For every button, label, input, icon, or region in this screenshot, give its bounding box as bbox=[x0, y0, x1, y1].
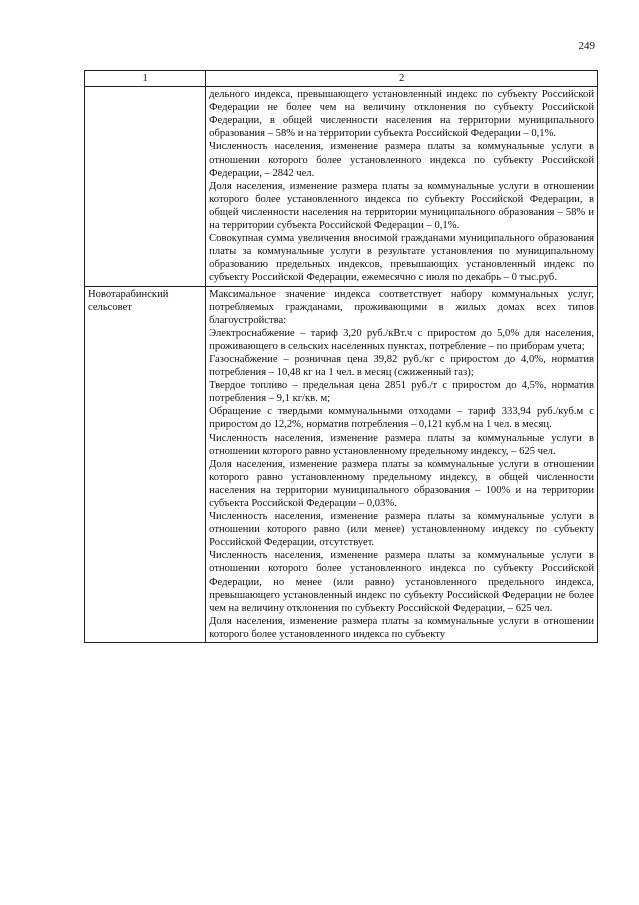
paragraph: Совокупная сумма увеличения вносимой гражданами муниципального образования платы за коммунальные услуги в результате установления по муниципальному образованию предельных индексов, превышающих установленный индекс по субъекту Российской Федерации, ежемесячно с июля по декабрь – 0 тыс.руб. bbox=[209, 233, 594, 284]
table-row bbox=[85, 87, 598, 286]
paragraph: Численность населения, изменение размера платы за коммунальные услуги в отношении которого равно (или менее) установленному индексу по субъекту Российской Федерации, отсутствует. bbox=[209, 511, 594, 549]
paragraph: Численность населения, изменение размера платы за коммунальные услуги в отношении которого более установленного индекса по субъекту Российской Федерации, – 2842 чел. bbox=[209, 141, 594, 179]
description-cell bbox=[206, 286, 598, 643]
page-number: 249 bbox=[578, 40, 595, 52]
paragraph: Численность населения, изменение размера платы за коммунальные услуги в отношении которого более установленного индекса по субъекту Российской Федерации, но менее (или равно) установленного предельного индекса, превышающего установленный индекс по субъекту Российской Федерации не более чем на величину отклонения по субъекту Российской Федерации, – 625 чел. bbox=[209, 550, 594, 614]
column-header-1: 1 bbox=[85, 71, 206, 87]
paragraph: Доля населения, изменение размера платы за коммунальные услуги в отношении которого равно установленному предельному индексу, в общей численности населения на территории муниципального образования – 100% и на территории субъекта Российской Федерации – 0,03%. bbox=[209, 458, 594, 509]
paragraph: Обращение с твердыми коммунальными отходами – тариф 333,94 руб./куб.м с приростом до 12,2%, норматив потребления – 0,121 куб.м на 1 чел. в месяц. bbox=[209, 406, 594, 431]
municipality-name-cell: Новотарабинский сельсовет bbox=[85, 286, 206, 643]
paragraph: Доля населения, изменение размера платы за коммунальные услуги в отношении которого более установленного индекса по субъекту Российской Федерации, в общей численности населения на территории муниципального образования – 58% и на территории субъекта Российской Федерации – 0,1%. bbox=[209, 180, 594, 232]
column-header-2: 2 bbox=[206, 71, 598, 87]
paragraph: Численность населения, изменение размера платы за коммунальные услуги в отношении которого равно установленному предельному индексу, – 625 чел. bbox=[209, 432, 594, 457]
table-header-row bbox=[85, 71, 598, 87]
paragraph: Твердое топливо – предельная цена 2851 руб./т с приростом до 4,5%, норматив потребления – 9,1 кг/кв. м; bbox=[209, 380, 594, 405]
document-table bbox=[84, 70, 598, 643]
table-row bbox=[85, 286, 598, 643]
paragraph: Газоснабжение – розничная цена 39,82 руб./кг с приростом до 4,0%, норматив потребления – 10,48 кг на 1 чел. в месяц (сжиженный газ); bbox=[209, 353, 594, 379]
paragraph: дельного индекса, превышающего установленный индекс по субъекту Российской Федерации не более чем на величину отклонения по субъекту Российской Федерации, в общей численности населения на территории муниципального образования – 58% и на территории субъекта Российской Федерации – 0,1%. bbox=[209, 89, 594, 140]
description-cell bbox=[206, 87, 598, 286]
municipality-name-cell bbox=[85, 87, 206, 286]
paragraph: Максимальное значение индекса соответствует набору коммунальных услуг, потребляемых гражданами, проживающими в жилых домах всех типов благоустройства: bbox=[209, 288, 594, 326]
paragraph: Электроснабжение – тариф 3,20 руб./кВт.ч с приростом до 5,0% для населения, проживающего в сельских населенных пунктах, потребление – по приборам учета; bbox=[209, 327, 594, 352]
paragraph: Доля населения, изменение размера платы за коммунальные услуги в отношении которого более установленного индекса по субъекту bbox=[209, 615, 594, 640]
